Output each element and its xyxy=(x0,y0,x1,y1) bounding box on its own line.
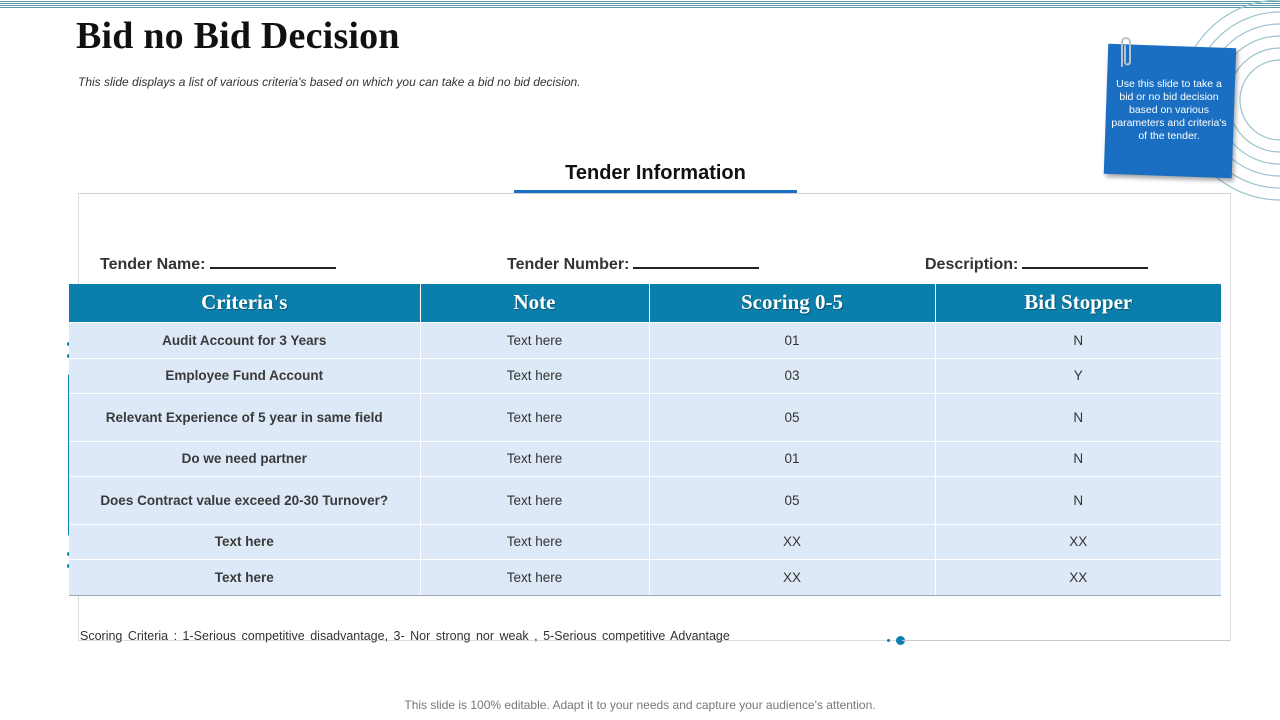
table-row xyxy=(69,393,1221,441)
criteria-cell: Text here xyxy=(69,559,420,595)
header-criteria: Criteria's xyxy=(69,284,420,322)
criteria-cell: Relevant Experience of 5 year in same field xyxy=(69,393,420,441)
table-header-row xyxy=(69,284,1221,322)
table-row xyxy=(69,358,1221,393)
score-cell: 01 xyxy=(649,322,935,358)
tender-name-blank xyxy=(210,255,336,269)
header-bid-stopper: Bid Stopper xyxy=(935,284,1221,322)
tender-number-field xyxy=(507,255,759,274)
score-cell: XX xyxy=(649,559,935,595)
criteria-cell: Employee Fund Account xyxy=(69,358,420,393)
note-cell: Text here xyxy=(420,393,649,441)
sticky-note-text: Use this slide to take a bid or no bid decision based on various parameters and criteria's of the tender. xyxy=(1111,78,1227,142)
bid-stopper-cell: N xyxy=(935,476,1221,524)
score-cell: XX xyxy=(649,524,935,559)
decorative-line xyxy=(902,640,1230,641)
note-cell: Text here xyxy=(420,559,649,595)
tender-number-label: Tender Number: xyxy=(507,256,630,273)
header-note: Note xyxy=(420,284,649,322)
criteria-cell: Audit Account for 3 Years xyxy=(69,322,420,358)
bid-stopper-cell: XX xyxy=(935,559,1221,595)
scoring-criteria-note: Scoring Criteria : 1-Serious competitive disadvantage, 3- Nor strong nor weak , 5-Serious competitive Advantage xyxy=(80,629,730,643)
note-cell: Text here xyxy=(420,476,649,524)
score-cell: 01 xyxy=(649,441,935,476)
section-heading: Tender Information xyxy=(565,162,746,184)
description-label: Description: xyxy=(925,256,1019,273)
bid-stopper-cell: N xyxy=(935,441,1221,476)
table-row xyxy=(69,441,1221,476)
paperclip-icon xyxy=(1117,36,1135,72)
criteria-cell: Do we need partner xyxy=(69,441,420,476)
bid-stopper-cell: Y xyxy=(935,358,1221,393)
tender-number-blank xyxy=(633,255,759,269)
table-row xyxy=(69,322,1221,358)
score-cell: 03 xyxy=(649,358,935,393)
score-cell: 05 xyxy=(649,393,935,441)
table-row xyxy=(69,476,1221,524)
header-scoring: Scoring 0-5 xyxy=(649,284,935,322)
tender-name-label: Tender Name: xyxy=(100,256,206,273)
table-row xyxy=(69,524,1221,559)
bid-stopper-cell: N xyxy=(935,393,1221,441)
bid-stopper-cell: N xyxy=(935,322,1221,358)
description-blank xyxy=(1022,255,1148,269)
footer-note: This slide is 100% editable. Adapt it to your needs and capture your audience's attention. xyxy=(404,698,876,712)
note-cell: Text here xyxy=(420,441,649,476)
note-cell: Text here xyxy=(420,322,649,358)
slide-subtitle: This slide displays a list of various criteria's based on which you can take a bid no bid decision. xyxy=(78,75,581,89)
slide-title: Bid no Bid Decision xyxy=(76,15,400,57)
accent-dot xyxy=(887,639,890,642)
description-field xyxy=(925,255,1148,274)
note-cell: Text here xyxy=(420,524,649,559)
criteria-cell: Text here xyxy=(69,524,420,559)
criteria-cell: Does Contract value exceed 20-30 Turnover? xyxy=(69,476,420,524)
criteria-table xyxy=(69,284,1221,596)
score-cell: 05 xyxy=(649,476,935,524)
table-row xyxy=(69,559,1221,595)
bid-stopper-cell: XX xyxy=(935,524,1221,559)
note-cell: Text here xyxy=(420,358,649,393)
top-decorative-stripes xyxy=(0,0,1280,8)
tender-name-field xyxy=(100,255,336,274)
